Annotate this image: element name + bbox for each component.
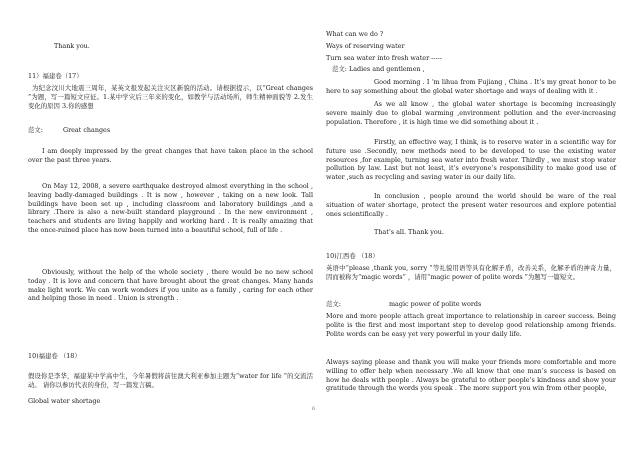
intro-line: What can we do ?: [326, 30, 384, 38]
essay-paragraph: Always saying please and thank you will make your friends more comfortable and more willing to offer help when necessary .We all know that one man’s success is based on how he deals with people . Always be grateful to other people’s kindness and show your gratitude through the words you speak . The more support you win from other people,: [326, 358, 616, 393]
section-jiangxi-heading: 10)江西卷 （18）: [326, 252, 379, 260]
essay-paragraph: Obviously, without the help of the whole society , there would be no new school today . It is love and concern that have brought about the great changes. Many hands make light work. We can work wonders if you unite as a family , caring for each other and helping those in need . Union is strength .: [28, 268, 313, 303]
section-10-prompt: 假设你是李华，福建某中学高中生，今年暑假将前往澳大利亚参加主题为“water for life ”的交流活动。 请你以参访代表的身份，写一篇发言稿。: [28, 372, 313, 389]
speech-paragraph: In conclusion , people around the world should be ware of the real situation of water shortage, protect the present water resources and explore potential ones scientifically .: [326, 192, 616, 218]
section-jiangxi-fanwen-line: [326, 300, 616, 309]
page-number: 6: [312, 406, 316, 412]
essay-paragraph: On May 12, 2008, a severe earthquake destroyed almost everything in the school , leaving badly-damaged buildings . It is now , however , taking on a new look. Tall buildings have been set up , including classroom and laboratory buildings ,and a library .There is also a new-built standard playground . In the new environment , teachers and students are living happily and working hard . It is really amazing that the once-ruined place has now been turned into a beautiful school, full of life .: [28, 182, 313, 235]
intro-line: Turn sea water into fresh water -----: [326, 54, 442, 62]
essay-title: Great changes: [62, 126, 111, 134]
speech-paragraph: Good morning . I ‘m lihua from Fujiang , China . It’s my great honor to be here to say something about the global water shortage and ways of dealing with it .: [326, 78, 616, 95]
essay-title: magic power of polite words: [388, 300, 482, 308]
essay-paragraph: More and more people attach great importance to relationship in career success. Being polite is the first and most important step to develop good relationship among friends. Polite words can be easy yet very powerful in your daily life.: [326, 312, 616, 338]
fanwen-label: 范文:: [326, 300, 341, 308]
intro-line: Ways of reserving water: [326, 42, 405, 50]
section-jiangxi-prompt: 英语中“please ,thank you, sorry ”等礼貌用语等具有化解矛盾，改善关系，化解矛盾的神奇力量， 因而被称为“magic words” ，请用“magic power of polite words ”为题写一篇短文。: [326, 264, 616, 281]
section-11-heading: 11）福建卷（17）: [28, 72, 83, 80]
fanwen-label: 范文:: [28, 126, 43, 134]
essay-paragraph: I am deeply impressed by the great changes that have taken place in the school over the past three years.: [28, 147, 313, 164]
section-11-prompt: 为纪念汶川大地震三周年，某英文报发起关注灾区新貌的活动。请根据提示，以“Great changes ”为题，写一篇短文应征。1.某中学灾后三年来的变化，如教学与活动场所，师生精神面貌等 2.发生变化的原因 3.你的感想: [28, 84, 313, 110]
speech-paragraph: Firstly, an effective way, I think, is to reserve water in a scientific way for future use .Secondly, new methods need to be developed to use the existing water resources ,for example, turning sea water into fresh water. Thirdly , we must stop water pollution by law. Last but not least, it’s everyone’s responsibility to make good use of water ,such as recycling and saving water in our daily life.: [326, 138, 616, 182]
thank-you-line: Thank you.: [54, 42, 90, 50]
fanwen-greeting: 范文: Ladies and gentlemen ,: [332, 65, 425, 73]
speech-closing: That’s all. Thank you.: [374, 228, 444, 236]
section-11-fanwen-line: [28, 126, 313, 135]
speech-paragraph: As we all know , the global water shortage is becoming increasingly severe mainly due to global warming ,environment pollution and the ever-increasing population. Therefore , it is high time we did something about it .: [326, 100, 616, 126]
section-10-title: Global water shortage: [28, 397, 101, 405]
section-10-heading: 10)福建卷 （18）: [28, 352, 81, 360]
